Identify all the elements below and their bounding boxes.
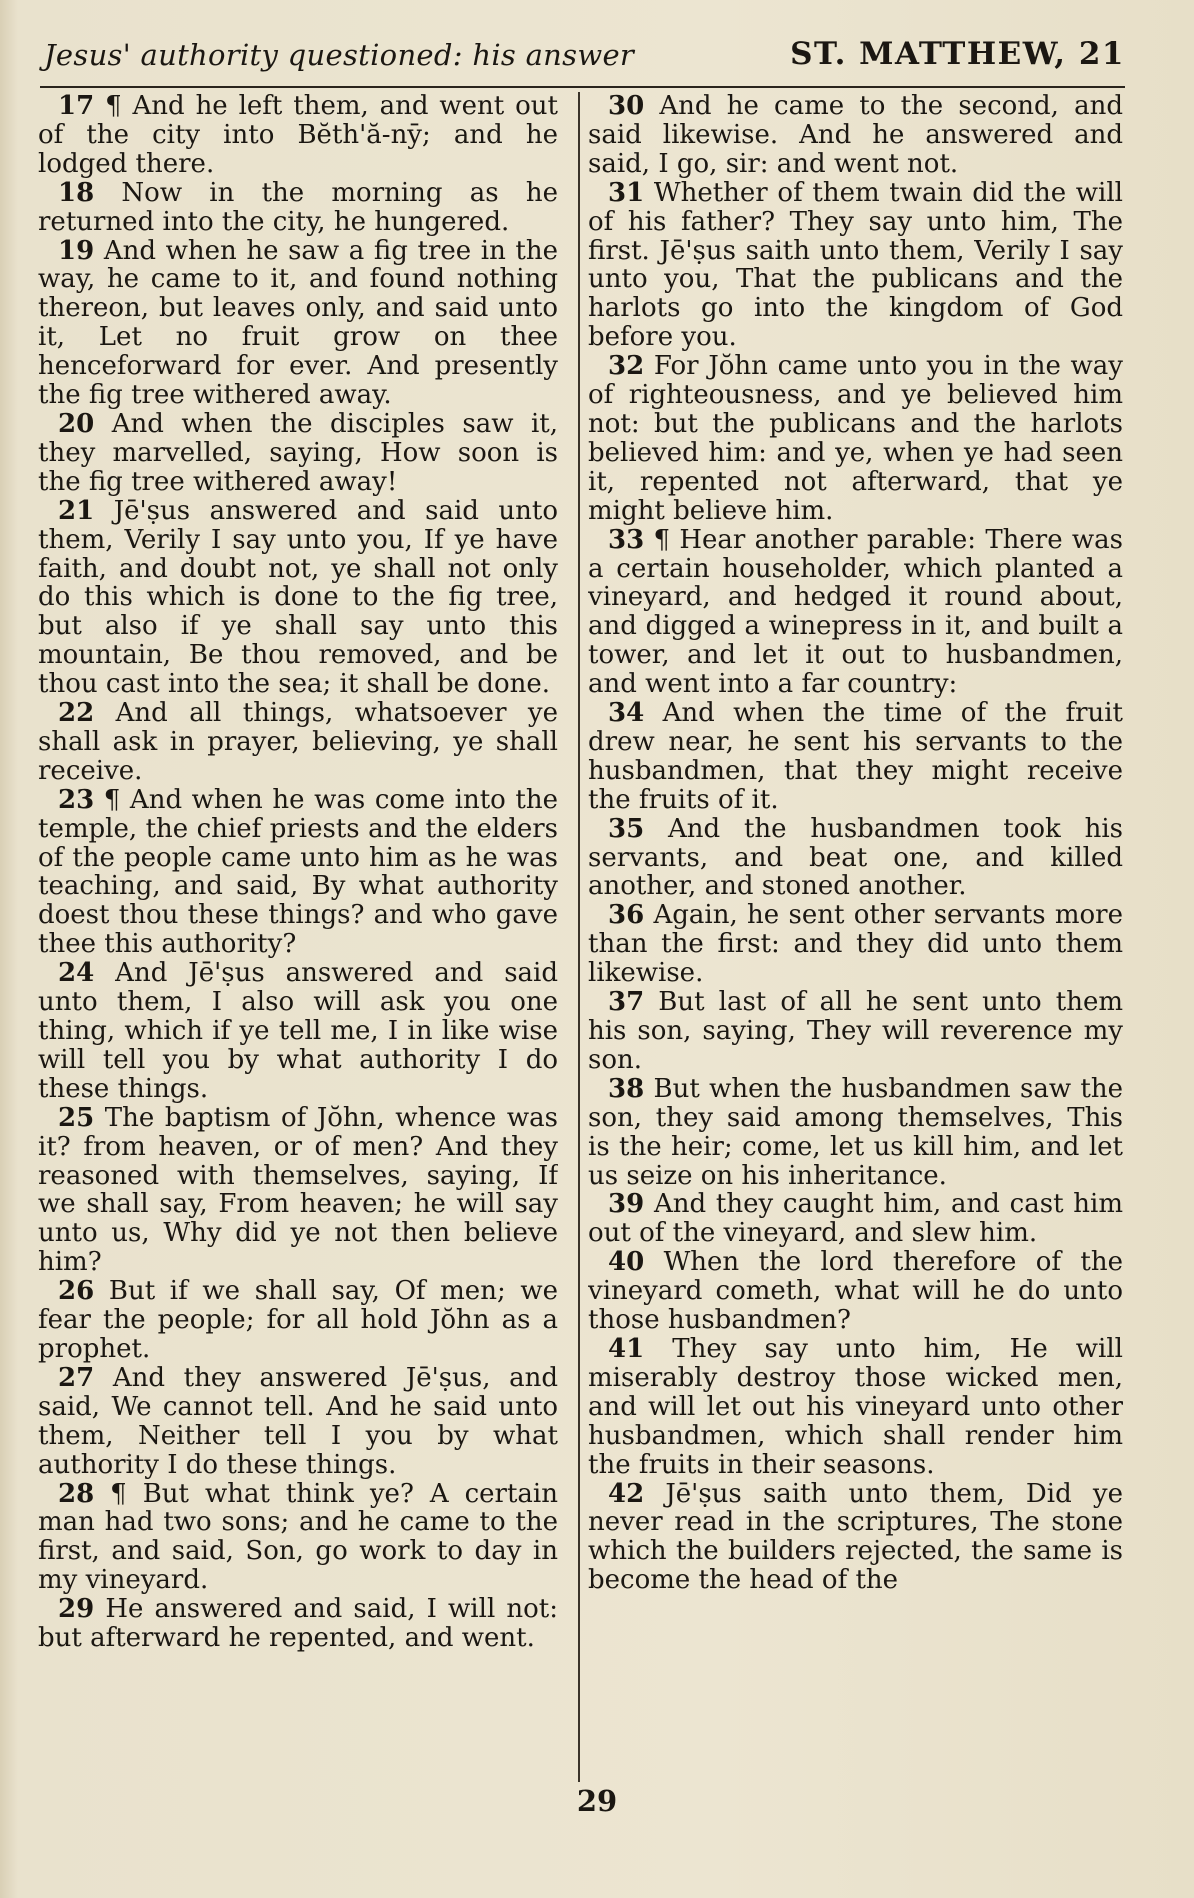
verse bbox=[588, 699, 1123, 815]
verse bbox=[588, 1248, 1123, 1335]
verse bbox=[38, 1277, 558, 1364]
running-head bbox=[40, 28, 1125, 82]
verse-text: He answered and said, I will not: but afterward he repented, and went. bbox=[38, 1594, 558, 1654]
verse-number: 33 bbox=[608, 524, 645, 555]
verse-number: 41 bbox=[608, 1333, 645, 1364]
verse-text: ¶ And he left them, and went out of the city into Bĕth'ă-nȳ; and he lodged there. bbox=[38, 92, 558, 179]
verse-text: And they answered Jē'ṣus, and said, We cannot tell. And he said unto them, Neither tell I you by what authority I do these things. bbox=[38, 1362, 558, 1480]
left-column bbox=[38, 92, 558, 1782]
verse bbox=[38, 237, 558, 410]
verse-number: 28 bbox=[58, 1478, 95, 1509]
section-heading: Jesus' authority questioned: his answer bbox=[44, 38, 635, 72]
verse bbox=[588, 1075, 1123, 1191]
verse-number: 42 bbox=[608, 1478, 645, 1509]
verse-text: And they caught him, and cast him out of the vineyard, and slew him. bbox=[588, 1189, 1123, 1249]
verse bbox=[38, 786, 558, 959]
verse-text: ¶ But what think ye? A certain man had two sons; and he came to the first, and said, Son, go work to day in my vineyard. bbox=[38, 1478, 558, 1596]
verse-number: 29 bbox=[58, 1594, 95, 1625]
verse-text: ¶ Hear another parable: There was a certain householder, which planted a vineyard, and hedged it round about, and digged a winepress in it, and built a tower, and let it out to husbandmen, and went into a far country: bbox=[588, 524, 1123, 700]
book-chapter-heading: ST. MATTHEW, 21 bbox=[790, 36, 1125, 72]
verse-text: And the husbandmen took his servants, and beat one, and killed another, and stoned another. bbox=[588, 813, 1123, 902]
verse-text: And when he saw a fig tree in the way, he came to it, and found nothing thereon, but leaves only, and said unto it, Let no fruit grow on thee henceforward for ever. And presently the fig tree withered away. bbox=[38, 235, 558, 411]
verse-text: Whether of them twain did the will of his father? They say unto him, The first. Jē'ṣus saith unto them, Verily I say unto you, That the publicans and the harlots go into the kingdom of God before you. bbox=[588, 177, 1123, 353]
verse-number: 25 bbox=[58, 1102, 95, 1133]
verse-number: 30 bbox=[608, 92, 645, 121]
verse-text: Jē'ṣus saith unto them, Did ye never read in the scriptures, The stone which the builders rejected, the same is become the head of the bbox=[588, 1478, 1123, 1596]
verse-text: And when the disciples saw it, they marvelled, saying, How soon is the fig tree withered away! bbox=[38, 408, 558, 497]
verse-text: And when the time of the fruit drew near, he sent his servants to the husbandmen, that they might receive the fruits of it. bbox=[588, 698, 1123, 815]
verse-number: 31 bbox=[608, 177, 645, 208]
verse bbox=[588, 92, 1123, 179]
verse bbox=[38, 1480, 558, 1596]
verse-number: 34 bbox=[608, 698, 645, 729]
verse bbox=[588, 526, 1123, 699]
verse-number: 23 bbox=[58, 784, 95, 815]
verse-text: Jē'ṣus answered and said unto them, Verily I say unto you, If ye have faith, and doubt not, ye shall not only do this which is done to the fig tree, but also if ye shall say unto this mountain, Be thou removed, and be thou cast into the sea; it shall be done. bbox=[38, 495, 558, 700]
verse-number: 35 bbox=[608, 813, 645, 844]
verse-number: 32 bbox=[608, 351, 645, 382]
verse-number: 19 bbox=[58, 235, 95, 266]
verse bbox=[588, 1335, 1123, 1480]
verse-number: 18 bbox=[58, 177, 95, 208]
verse-text: The baptism of Jŏhn, whence was it? from heaven, or of men? And they reasoned with themselves, saying, If we shall say, From heaven; he will say unto us, Why did ye not then believe him? bbox=[38, 1102, 558, 1278]
verse bbox=[38, 959, 558, 1104]
verse bbox=[38, 1364, 558, 1480]
verse-text: They say unto him, He will miserably destroy those wicked men, and will let out his vineyard unto other husbandmen, which shall render him the fruits in their seasons. bbox=[588, 1333, 1123, 1480]
verse-text: For Jŏhn came unto you in the way of righteousness, and ye believed him not: but the publicans and the harlots believed him: and ye, when ye had seen it, repented not afterward, that ye might believe him. bbox=[588, 351, 1123, 526]
verse bbox=[588, 179, 1123, 352]
verse-number: 38 bbox=[608, 1073, 645, 1104]
verse-number: 27 bbox=[58, 1362, 95, 1393]
verse bbox=[588, 815, 1123, 902]
verse-text: And he came to the second, and said likewise. And he answered and said, I go, sir: and went not. bbox=[588, 92, 1123, 179]
verse-number: 37 bbox=[608, 987, 645, 1018]
verse bbox=[38, 92, 558, 179]
verse-number: 40 bbox=[608, 1247, 645, 1278]
verse-text: But last of all he sent unto them his son, saying, They will reverence my son. bbox=[588, 987, 1123, 1075]
verse bbox=[588, 1480, 1123, 1596]
verse bbox=[38, 497, 558, 699]
verse-text: And Jē'ṣus answered and said unto them, I also will ask you one thing, which if ye tell me, I in like wise will tell you by what authority I do these things. bbox=[38, 958, 558, 1104]
verse-text: But when the husbandmen saw the son, they said among themselves, This is the heir; come, let us kill him, and let us seize on his inheritance. bbox=[588, 1073, 1123, 1191]
right-column bbox=[588, 92, 1123, 1782]
verse bbox=[38, 1595, 558, 1653]
verse-text: Now in the morning as he returned into the city, he hungered. bbox=[38, 177, 558, 237]
verse-number: 20 bbox=[58, 408, 95, 439]
column-divider bbox=[578, 92, 580, 1782]
verse-number: 39 bbox=[608, 1189, 645, 1220]
page-number: 29 bbox=[576, 1784, 618, 1818]
verse-text: And all things, whatsoever ye shall ask in prayer, believing, ye shall receive. bbox=[38, 698, 558, 786]
verse-number: 21 bbox=[58, 495, 95, 526]
verse bbox=[38, 410, 558, 497]
verse-number: 22 bbox=[58, 698, 95, 729]
verse-text: When the lord therefore of the vineyard cometh, what will he do unto those husbandmen? bbox=[588, 1247, 1123, 1336]
verse bbox=[588, 988, 1123, 1075]
verse bbox=[38, 699, 558, 786]
verse bbox=[588, 1190, 1123, 1248]
verse-number: 17 bbox=[58, 92, 95, 121]
verse-text: ¶ And when he was come into the temple, the chief priests and the elders of the people came unto him as he was teaching, and said, By what authority doest thou these things? and who gave thee this authority? bbox=[38, 784, 558, 960]
verse bbox=[588, 352, 1123, 525]
verse-number: 36 bbox=[608, 900, 645, 931]
verse bbox=[38, 179, 558, 237]
verse-text: Again, he sent other servants more than the first: and they did unto them likewise. bbox=[588, 900, 1123, 989]
verse-number: 26 bbox=[58, 1276, 95, 1307]
header-rule bbox=[40, 86, 1125, 88]
verse-text: But if we shall say, Of men; we fear the people; for all hold Jŏhn as a prophet. bbox=[38, 1276, 558, 1364]
verse-number: 24 bbox=[58, 958, 95, 989]
verse bbox=[38, 1104, 558, 1277]
verse bbox=[588, 901, 1123, 988]
